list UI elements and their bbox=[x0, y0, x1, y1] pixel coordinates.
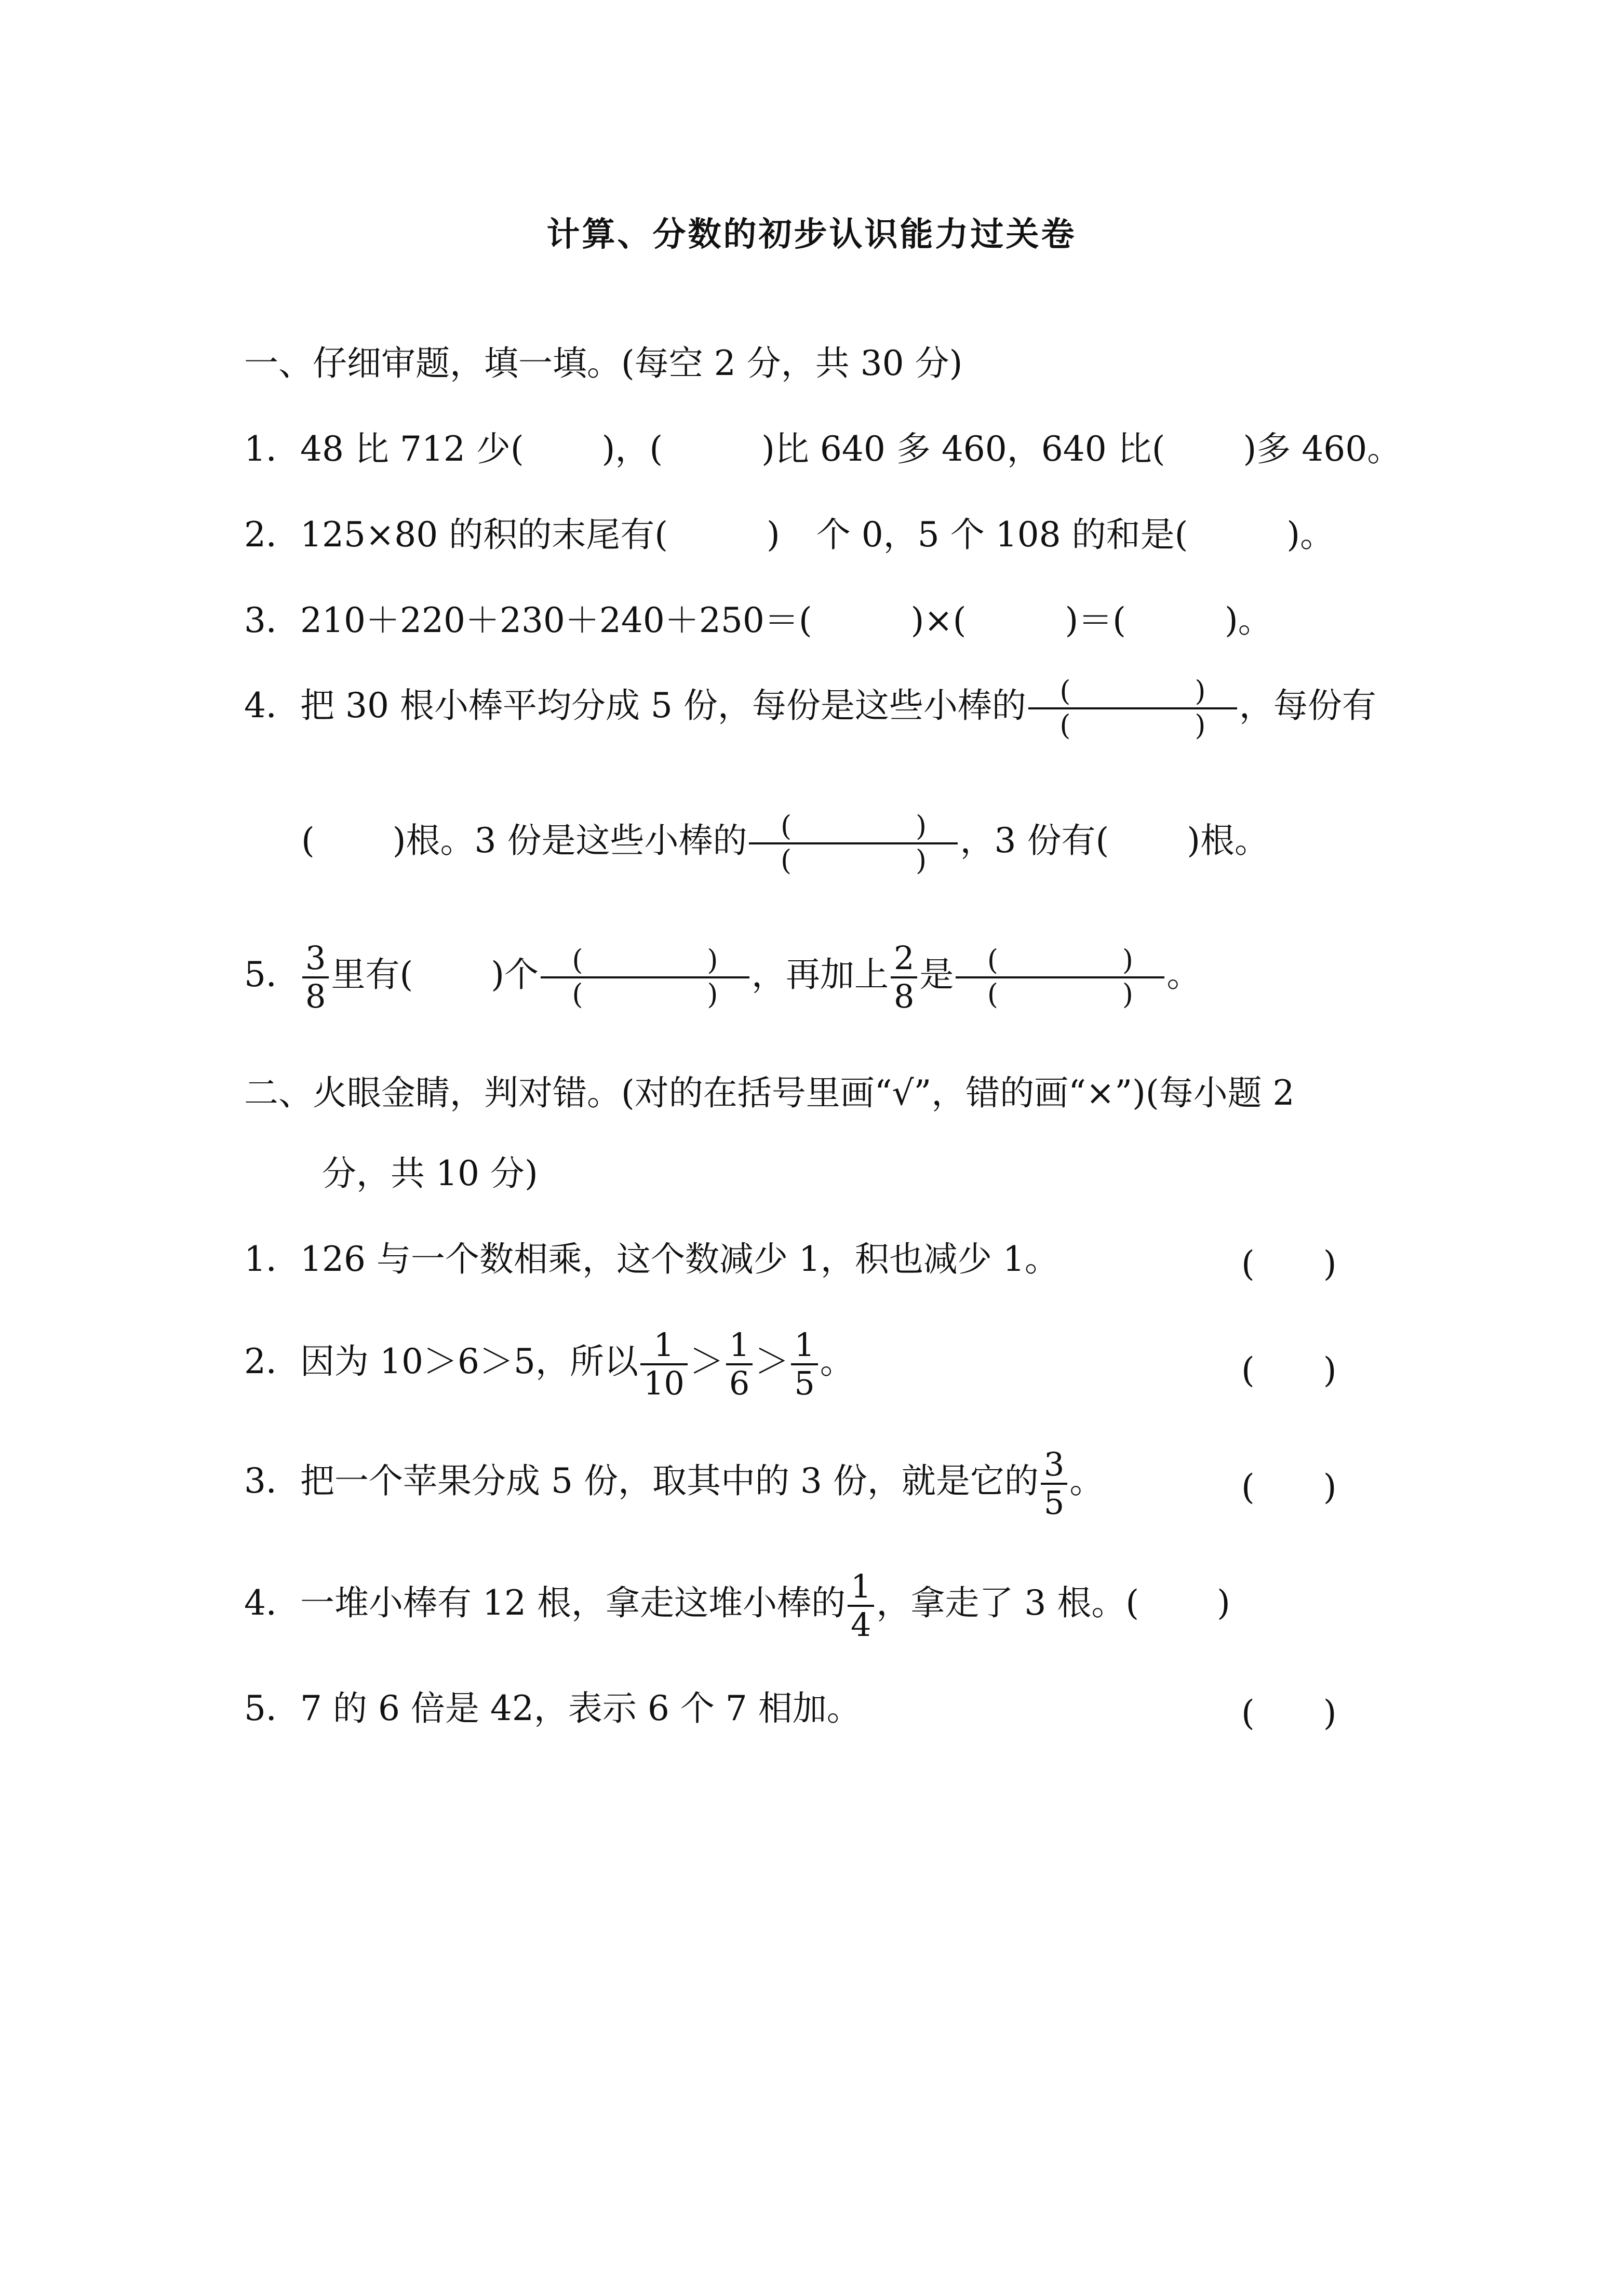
section2-heading-line2: 分，共 10 分) bbox=[322, 1153, 538, 1193]
fraction-1-10: $\frac{1}{10}$ bbox=[640, 1327, 688, 1402]
s2-question-3: 3．把一个苹果分成 5 份，取其中的 3 份，就是它的 $\frac{3}{5}$ 。 bbox=[244, 1445, 1104, 1522]
s2-question-4: 4．一堆小棒有 12 根，拿走这堆小棒的 $\frac{1}{4}$ ，拿走了 3 根。( ) bbox=[244, 1567, 1230, 1644]
answer-paren-3[interactable]: ( ) bbox=[1241, 1467, 1337, 1507]
section2-heading-line1: 二、火眼金睛，判对错。(对的在括号里画“√”，错的画“×”)(每小题 2 bbox=[244, 1073, 1295, 1113]
fraction-2-8: $\frac{2}{8}$ bbox=[891, 940, 917, 1015]
page-title: 计算、分数的初步认识能力过关卷 bbox=[546, 216, 1077, 254]
answer-paren-5[interactable]: ( ) bbox=[1241, 1693, 1337, 1733]
s1-question-4-line1: 4．把 30 根小棒平均分成 5 份，每份是这些小棒的 $\frac{( )}{( )}$ ，每份有 bbox=[244, 675, 1376, 742]
fraction-1-5: $\frac{1}{5}$ bbox=[791, 1327, 817, 1402]
s1-question-5: 5． $\frac{3}{8}$ 里有( )个 $\frac{( )}{( )}$ ，再加上 $\frac{2}{8}$ 是 $\frac{( )}{( )}$ 。 bbox=[244, 939, 1201, 1015]
s1-question-1: 1．48 比 712 少( )，( )比 640 多 460，640 比( )多 460。 bbox=[244, 429, 1402, 469]
fraction-1-6: $\frac{1}{6}$ bbox=[726, 1327, 753, 1402]
fraction-blank: $\frac{( )}{( )}$ bbox=[749, 810, 958, 877]
fraction-3-8: $\frac{3}{8}$ bbox=[302, 940, 329, 1015]
fraction-blank: $\frac{( )}{( )}$ bbox=[541, 944, 749, 1011]
answer-paren-1[interactable]: ( ) bbox=[1241, 1244, 1337, 1284]
s1-question-2: 2．125×80 的积的末尾有( ) 个 0，5 个 108 的和是( )。 bbox=[244, 515, 1335, 555]
fraction-1-4: $\frac{1}{4}$ bbox=[848, 1568, 874, 1643]
s1-question-3: 3．210＋220＋230＋240＋250＝( )×( )＝( )。 bbox=[244, 600, 1272, 640]
fraction-blank: $\frac{( )}{( )}$ bbox=[1028, 675, 1237, 742]
s2-question-5: 5．7 的 6 倍是 42，表示 6 个 7 相加。 bbox=[244, 1688, 861, 1728]
answer-paren-2[interactable]: ( ) bbox=[1241, 1350, 1337, 1390]
answer-paren-4[interactable]: ) bbox=[1217, 1583, 1230, 1623]
section1-heading: 一、仔细审题，填一填。(每空 2 分，共 30 分) bbox=[244, 343, 963, 383]
s1-question-4-line2: ( )根。3 份是这些小棒的 $\frac{( )}{( )}$ ，3 份有( )根。 bbox=[301, 810, 1269, 877]
s2-question-1: 1．126 与一个数相乘，这个数减少 1，积也减少 1。 bbox=[244, 1239, 1059, 1279]
s2-question-2: 2．因为 10＞6＞5，所以 $\frac{1}{10}$ ＞ $\frac{1}{6}$ ＞ $\frac{1}{5}$ 。 bbox=[244, 1326, 854, 1402]
fraction-blank: $\frac{( )}{( )}$ bbox=[956, 944, 1164, 1011]
fraction-3-5: $\frac{3}{5}$ bbox=[1041, 1446, 1067, 1521]
